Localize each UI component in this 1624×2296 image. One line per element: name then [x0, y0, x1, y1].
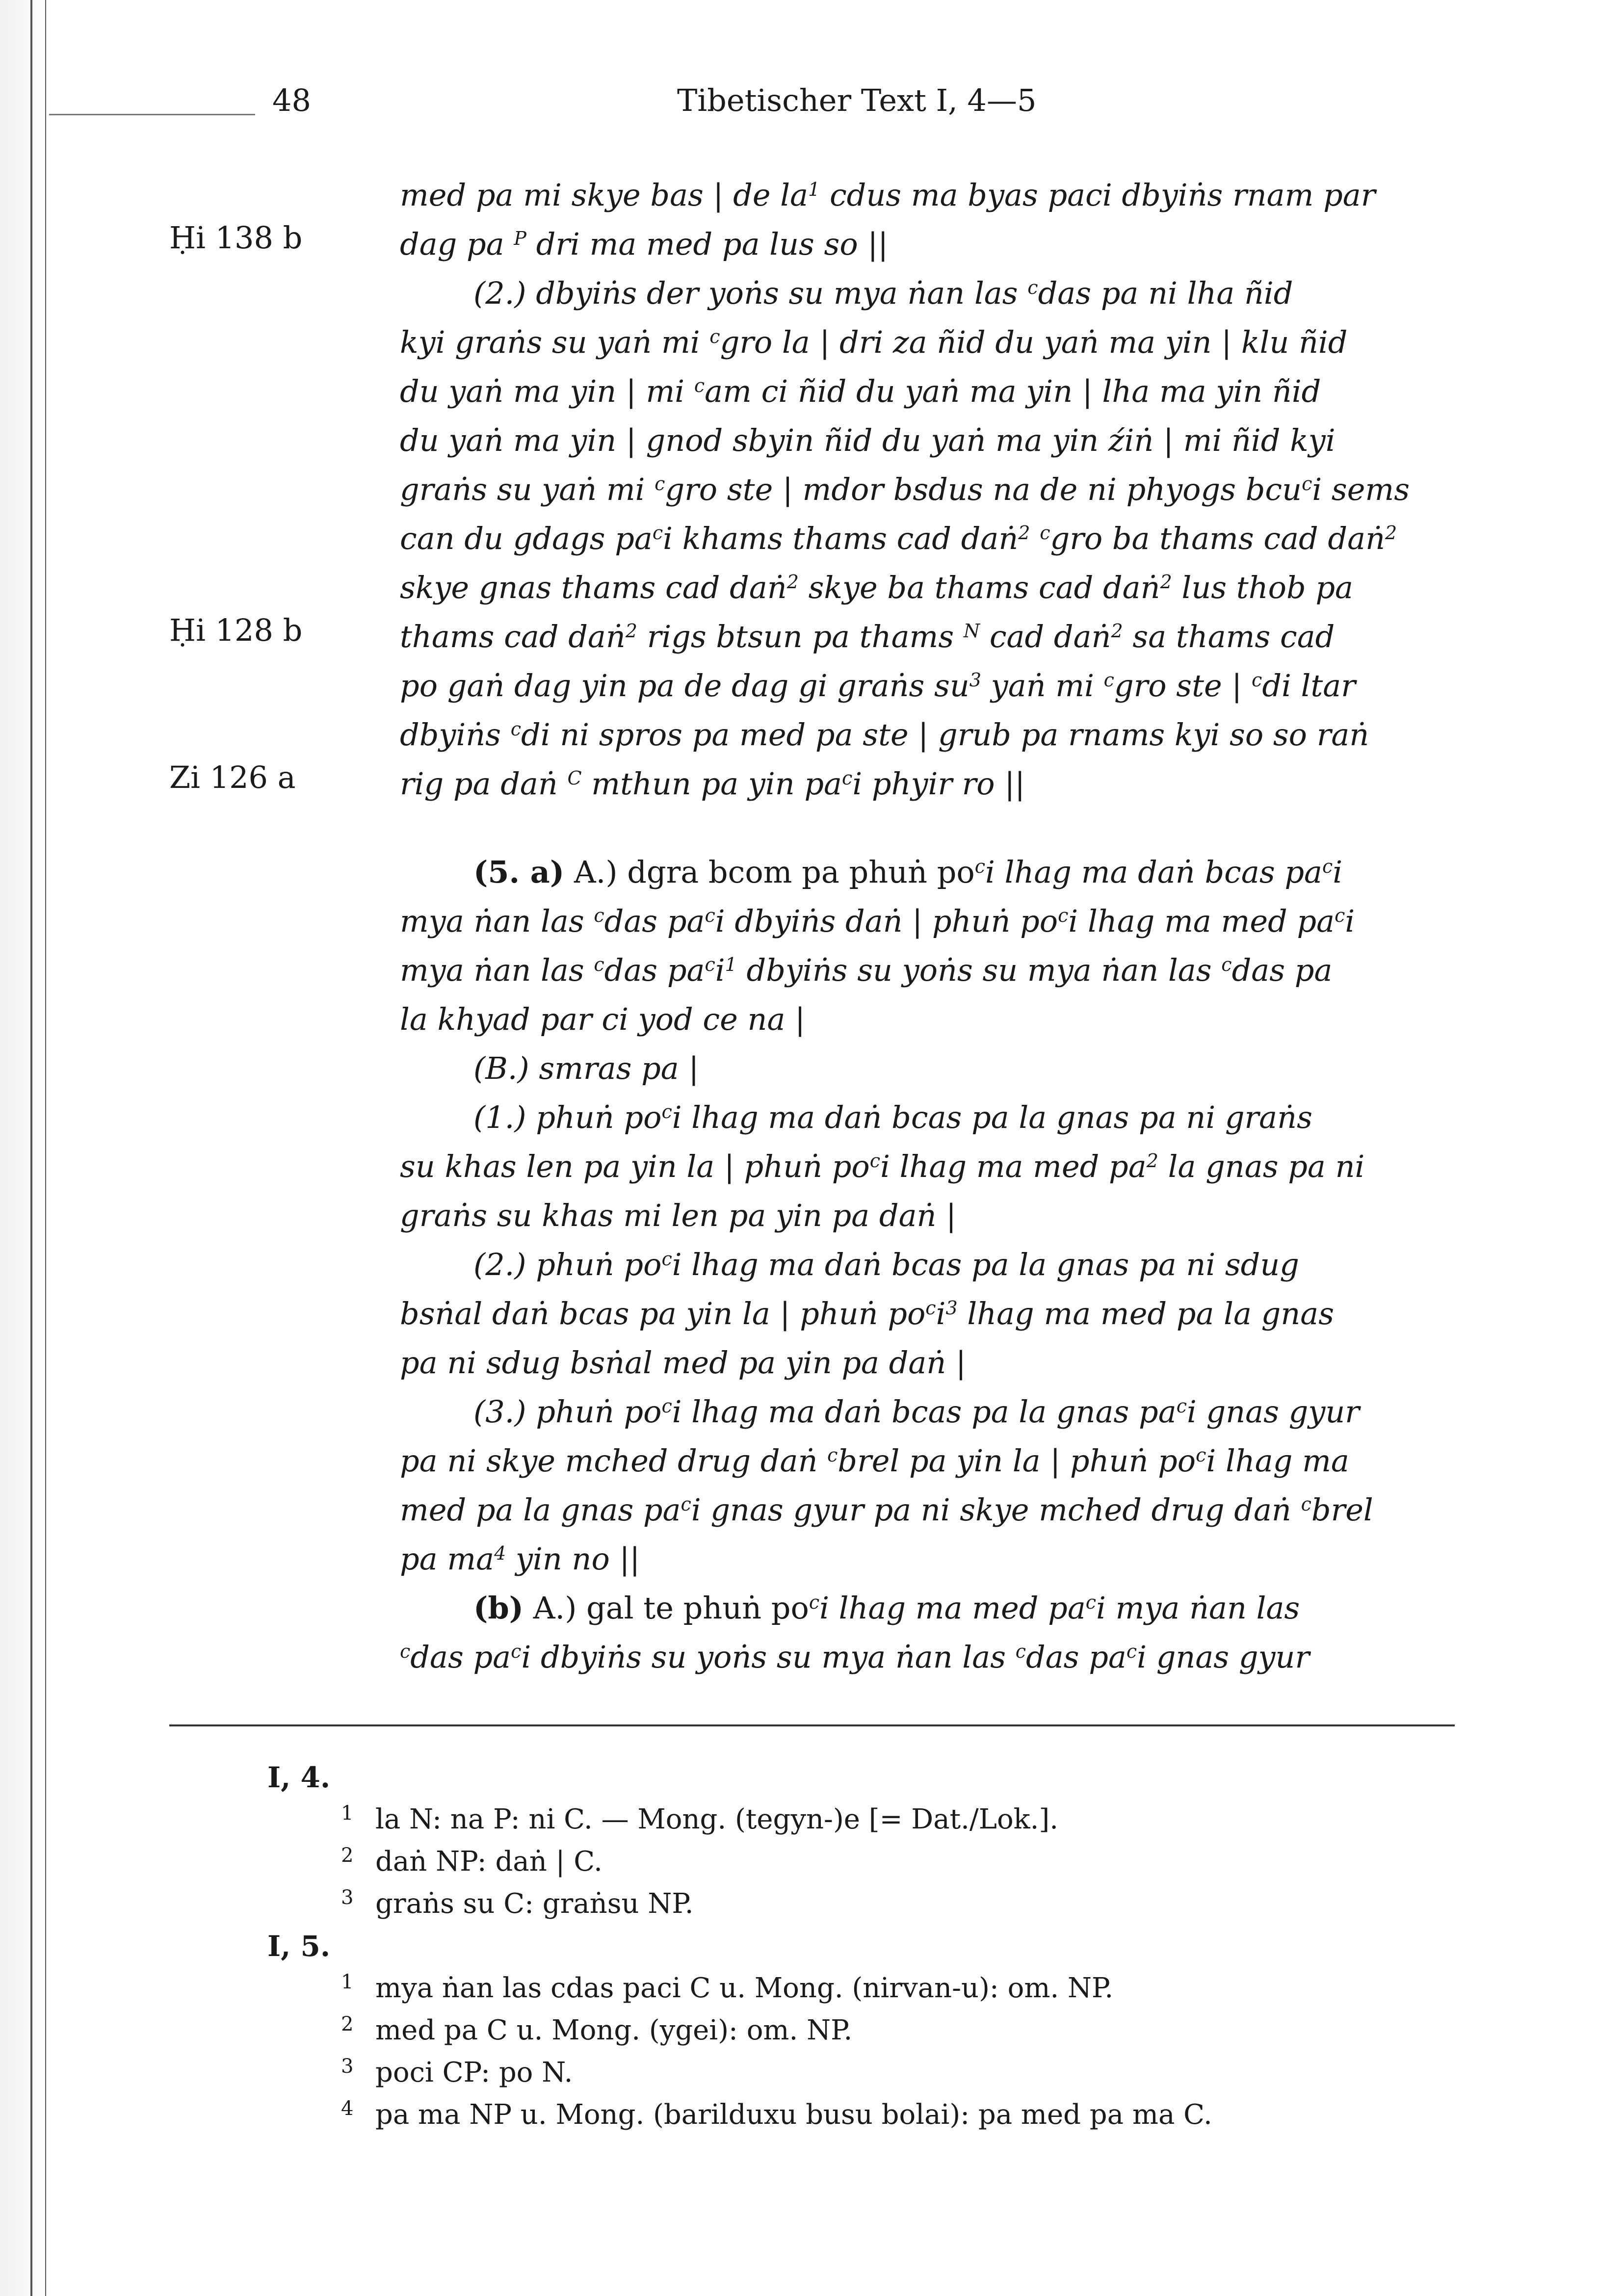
footnote: 2 daṅ NP: daṅ | C. — [341, 1844, 602, 1878]
text-line: mya ṅan las $^c$das $pa^ci^1$ dbyiṅs su yoṅs su mya ṅan las $^c$das pa — [400, 952, 1333, 988]
text-line: graṅs su yaṅ mi $^c$gro ste | mdor bsdus na de ni phyogs bcu$^c$i sems — [400, 471, 1410, 507]
text-line: med pa la gnas $pa^ci$ gnas gyur pa ni skye mched drug daṅ $^c$brel — [400, 1492, 1373, 1528]
running-head: Tibetischer Text I, 4—5 — [677, 82, 1037, 118]
text-line: la khyad par ci yod ce na | — [400, 1001, 806, 1037]
binding-line — [45, 0, 46, 2296]
footnote-section-heading: I, 4. — [267, 1761, 331, 1794]
text-line: du yaṅ ma yin | mi $^c$am ci ñid du yaṅ ma yin | lha ma yin ñid — [400, 373, 1321, 409]
text-line: dbyiṅs $^c$di ni spros pa med pa ste | grub pa rnams kyi so so raṅ — [400, 717, 1369, 753]
text-line: (B.) smras pa | — [473, 1050, 699, 1086]
text-line: bsṅal daṅ bcas pa yin la | phuṅ $po^ci^3$ lhag ma med pa la gnas — [400, 1296, 1335, 1331]
text-line: (2.) dbyiṅs der yoṅs su mya ṅan las $^c$das pa ni lha ñid — [473, 275, 1293, 311]
text-line: po gaṅ dag yin pa de dag gi graṅs $su^3$ yaṅ mi $^c$gro ste | $^c$di ltar — [400, 668, 1356, 704]
text-line: pa $ma^4$ yin no || — [400, 1541, 640, 1577]
footnote: 2 med pa C u. Mong. (ygei): om. NP. — [341, 2013, 853, 2046]
text-line: kyi graṅs su yaṅ mi $^c$gro la | dri za ñid du yaṅ ma yin | klu ñid — [400, 324, 1348, 360]
text-line: thams cad daṅ$^2$ rigs btsun pa thams $^N$ cad daṅ$^2$ sa thams cad — [400, 619, 1335, 654]
footnote-section-heading: I, 5. — [267, 1930, 331, 1963]
main-text — [400, 171, 1450, 1682]
text-line: can du gdags $pa^ci$ khams thams cad daṅ$^2$ $^c$gro ba thams cad daṅ$^2$ — [400, 521, 1397, 556]
text-line: mya ṅan las $^c$das $pa^ci$ dbyiṅs daṅ | phuṅ $po^ci$ lhag ma med $pa^ci$ — [400, 903, 1355, 939]
footnotes — [267, 1756, 1445, 2136]
text-line: (b) A.) gal te phuṅ $po^ci$ lhag ma med $pa^ci$ mya ṅan las — [473, 1590, 1300, 1626]
footnote: 3 graṅs su C: graṅsu NP. — [341, 1886, 694, 1920]
footnote: 1 mya ṅan las cdas paci C u. Mong. (nirvan-u): om. NP. — [341, 1971, 1114, 2004]
margin-ref: Ḥi 138 b — [169, 220, 303, 256]
margin-ref: Ḥi 128 b — [169, 612, 303, 648]
footnote: 1 la N: na P: ni C. — Mong. (tegyn-)e [= Dat./Lok.]. — [341, 1802, 1059, 1835]
text-line: pa ni skye mched drug daṅ $^c$brel pa yin la | phuṅ $po^ci$ lhag ma — [400, 1443, 1349, 1479]
text-line: dag pa $^P$ dri ma med pa lus so || — [400, 226, 889, 262]
binding-line — [30, 0, 32, 2296]
footnote-rule — [169, 1724, 1455, 1726]
header-rule — [49, 114, 255, 115]
text-line: (1.) phuṅ $po^ci$ lhag ma daṅ bcas pa la gnas pa ni graṅs — [473, 1099, 1312, 1135]
margin-ref: Zi 126 a — [169, 759, 296, 795]
text-line: rig pa daṅ $^C$ mthun pa yin $pa^ci$ phyir ro || — [400, 766, 1025, 802]
text-line: $^c$das $pa^ci$ dbyiṅs su yoṅs su mya ṅan las $^c$das $pa^ci$ gnas gyur — [400, 1639, 1310, 1675]
page-number: 48 — [272, 82, 311, 118]
text-line: (2.) phuṅ $po^ci$ lhag ma daṅ bcas pa la gnas pa ni sdug — [473, 1247, 1299, 1282]
footnote: 3 poci CP: po N. — [341, 2055, 573, 2088]
footnote: 4 pa ma NP u. Mong. (barilduxu busu bolai): pa med pa ma C. — [341, 2097, 1212, 2131]
text-line: pa ni sdug bsṅal med pa yin pa daṅ | — [400, 1345, 966, 1381]
text-line: (3.) phuṅ $po^ci$ lhag ma daṅ bcas pa la gnas $pa^ci$ gnas gyur — [473, 1394, 1360, 1430]
text-line: du yaṅ ma yin | gnod sbyin ñid du yaṅ ma yin źiṅ | mi ñid kyi — [400, 422, 1336, 458]
text-line: (5. a) A.) dgra bcom pa phuṅ $po^ci$ lhag ma daṅ bcas $pa^ci$ — [473, 854, 1343, 890]
text-line: skye gnas thams cad daṅ$^2$ skye ba thams cad daṅ$^2$ lus thob pa — [400, 570, 1353, 605]
text-line: graṅs su khas mi len pa yin pa daṅ | — [400, 1198, 957, 1233]
text-line: med pa mi skye bas | de $la^1$ cdus ma byas paci dbyiṅs rnam par — [400, 177, 1376, 213]
text-line: su khas len pa yin la | phuṅ $po^ci$ lhag ma med $pa^2$ la gnas pa ni — [400, 1148, 1365, 1184]
